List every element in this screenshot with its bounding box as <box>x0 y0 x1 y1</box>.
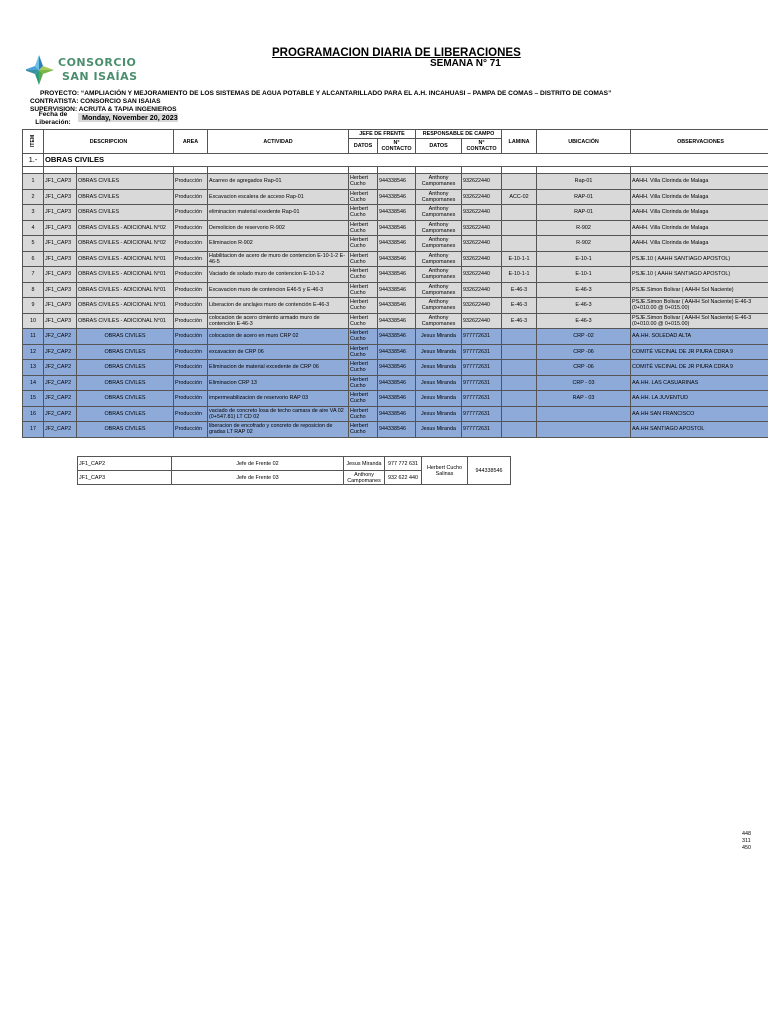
col-jefe-frente: JEFE DE FRENTE <box>349 130 416 139</box>
row-resp-tel: 932622440 <box>462 267 502 283</box>
row-observaciones: AA.HH. LA JUVENTUD <box>631 391 768 407</box>
row-code: JF2_CAP2 <box>44 375 77 391</box>
row-area: Producción <box>174 189 208 205</box>
row-activity: Habilitacion de acero de muro de contencion E-10-1-2 E-46-5 <box>208 251 349 267</box>
page-numbers <box>742 831 751 852</box>
row-activity: Vaciado de solado muro de contencion E-10-1-2 <box>208 267 349 283</box>
row-jefe: Herbert Cucho <box>349 344 378 360</box>
table-row <box>23 360 768 376</box>
logo-line-1: CONSORCIO <box>58 56 137 69</box>
row-item: 12 <box>23 344 44 360</box>
row-item: 3 <box>23 205 44 221</box>
row-lamina <box>502 220 537 236</box>
row-code: JF2_CAP2 <box>44 422 77 438</box>
table-row <box>23 189 768 205</box>
row-resp-tel: 932622440 <box>462 205 502 221</box>
row-responsable: Anthony Campomanes <box>416 298 462 314</box>
row-resp-tel: 977772631 <box>462 360 502 376</box>
col-lamina: LAMINA <box>502 130 537 154</box>
row-code: JF1_CAP3 <box>44 251 77 267</box>
row-jefe-tel: 944338546 <box>378 422 416 438</box>
row-jefe: Herbert Cucho <box>349 205 378 221</box>
summary-code-2: JF1_CAP3 <box>78 471 172 485</box>
row-item: 4 <box>23 220 44 236</box>
row-resp-tel: 932622440 <box>462 220 502 236</box>
row-jefe-tel: 944338546 <box>378 236 416 252</box>
row-responsable: Anthony Campomanes <box>416 267 462 283</box>
row-jefe-tel: 944338546 <box>378 406 416 422</box>
row-code: JF1_CAP3 <box>44 282 77 298</box>
table-row <box>23 406 768 422</box>
row-jefe: Herbert Cucho <box>349 267 378 283</box>
row-ubicacion: E-10-1 <box>537 267 631 283</box>
row-ubicacion: CRP -06 <box>537 344 631 360</box>
row-resp-tel: 977772631 <box>462 391 502 407</box>
row-area: Producción <box>174 391 208 407</box>
row-area: Producción <box>174 344 208 360</box>
row-observaciones: AA.HH SANTIAGO APOSTOL <box>631 422 768 438</box>
release-date-value: Monday, November 20, 2023 <box>78 113 178 122</box>
row-lamina <box>502 174 537 190</box>
row-item: 10 <box>23 313 44 329</box>
page-number: 448 <box>742 831 751 837</box>
row-area: Producción <box>174 174 208 190</box>
table-row <box>23 375 768 391</box>
table-row <box>23 329 768 345</box>
summary-code-1: JF1_CAP2 <box>78 457 172 471</box>
row-ubicacion: CRP -06 <box>537 360 631 376</box>
row-desc: OBRAS CIVILES <box>77 406 174 422</box>
releases-table <box>22 129 768 438</box>
row-jefe-tel: 944338546 <box>378 220 416 236</box>
summary-role-2: Jefe de Frente 03 <box>172 471 344 485</box>
row-resp-tel: 932622440 <box>462 251 502 267</box>
row-ubicacion: Rap-01 <box>537 174 631 190</box>
row-area: Producción <box>174 422 208 438</box>
row-activity: Liberacion de anclajes muro de contención E-46-3 <box>208 298 349 314</box>
page-number: 450 <box>742 845 751 851</box>
row-jefe: Herbert Cucho <box>349 391 378 407</box>
logo-line-2: SAN ISAÍAS <box>62 70 138 83</box>
row-jefe-tel: 944338546 <box>378 344 416 360</box>
row-item: 13 <box>23 360 44 376</box>
row-desc: OBRAS CIVILES <box>77 391 174 407</box>
row-desc: OBRAS CIVILES <box>77 205 174 221</box>
row-area: Producción <box>174 236 208 252</box>
row-jefe-tel: 944338546 <box>378 360 416 376</box>
row-code: JF1_CAP3 <box>44 174 77 190</box>
row-area: Producción <box>174 205 208 221</box>
row-observaciones: PSJE.Simon Bolivar ( AAHH Sol Naciente) <box>631 282 768 298</box>
row-jefe: Herbert Cucho <box>349 329 378 345</box>
row-ubicacion: CRP - 03 <box>537 375 631 391</box>
release-date-label: Fecha de Liberación: <box>35 111 71 126</box>
table-row <box>23 251 768 267</box>
row-observaciones: PSJE.10 ( AAHH SANTIAGO APOSTOL) <box>631 267 768 283</box>
row-jefe-tel: 944338546 <box>378 329 416 345</box>
row-jefe: Herbert Cucho <box>349 298 378 314</box>
row-item: 7 <box>23 267 44 283</box>
row-lamina: E-46-3 <box>502 282 537 298</box>
row-ubicacion: E-10-1 <box>537 251 631 267</box>
row-lamina <box>502 406 537 422</box>
row-item: 8 <box>23 282 44 298</box>
row-responsable: Anthony Campomanes <box>416 282 462 298</box>
table-row <box>23 422 768 438</box>
table-row <box>23 298 768 314</box>
row-jefe: Herbert Cucho <box>349 422 378 438</box>
row-lamina <box>502 344 537 360</box>
logo-text <box>58 56 138 84</box>
row-responsable: Anthony Campomanes <box>416 174 462 190</box>
row-code: JF1_CAP3 <box>44 189 77 205</box>
row-resp-tel: 932622440 <box>462 236 502 252</box>
col-ubicacion: UBICACIÓN <box>537 130 631 154</box>
row-jefe-tel: 944338546 <box>378 267 416 283</box>
row-lamina: E-46-3 <box>502 298 537 314</box>
row-jefe: Herbert Cucho <box>349 220 378 236</box>
row-area: Producción <box>174 267 208 283</box>
row-activity: Excavacion muro de contencion E46-5 y E-46-3 <box>208 282 349 298</box>
summary-supervisor-name: Herbert Cucho Salinas <box>422 457 468 485</box>
row-observaciones: AA.HH. LAS CASUARINAS <box>631 375 768 391</box>
row-item: 6 <box>23 251 44 267</box>
row-area: Producción <box>174 313 208 329</box>
project-line: PROYECTO: “AMPLIACIÓN Y MEJORAMIENTO DE LOS SISTEMAS DE AGUA POTABLE Y ALCANTARILLADO PARA EL A.H. INCAHUASI – PAMPA DE COMAS – DISTRITO DE COMAS” <box>40 90 612 97</box>
contractor-line: CONTRATISTA: CONSORCIO SAN ISAIAS <box>30 98 161 105</box>
row-ubicacion: R-902 <box>537 220 631 236</box>
row-jefe-tel: 944338546 <box>378 375 416 391</box>
row-item: 11 <box>23 329 44 345</box>
row-code: JF2_CAP2 <box>44 329 77 345</box>
row-code: JF1_CAP3 <box>44 220 77 236</box>
col-resp-datos: DATOS <box>416 139 462 154</box>
row-resp-tel: 977772631 <box>462 422 502 438</box>
col-jefe-contacto: N° CONTACTO <box>378 139 416 154</box>
row-observaciones: AAHH. Villa Clorinda de Malaga <box>631 236 768 252</box>
row-activity: Eliminacion R-902 <box>208 236 349 252</box>
summary-tel-2: 932 622 440 <box>385 471 422 485</box>
spacer-row <box>23 167 768 174</box>
row-activity: colocacion de acero en muro CRP 02 <box>208 329 349 345</box>
row-jefe-tel: 944338546 <box>378 298 416 314</box>
row-item: 14 <box>23 375 44 391</box>
row-jefe-tel: 944338546 <box>378 251 416 267</box>
row-observaciones: AAHH. Villa Clorinda de Malaga <box>631 220 768 236</box>
row-lamina <box>502 391 537 407</box>
table-row <box>23 313 768 329</box>
row-activity: excavacion de CRP 06 <box>208 344 349 360</box>
row-item: 9 <box>23 298 44 314</box>
row-responsable: Anthony Campomanes <box>416 205 462 221</box>
row-observaciones: AAHH. Villa Clorinda de Malaga <box>631 189 768 205</box>
page-number: 311 <box>742 838 751 844</box>
row-desc: OBRAS CIVILES <box>77 174 174 190</box>
section-number: 1.- <box>23 154 44 167</box>
table-row <box>23 344 768 360</box>
col-observaciones: OBSERVACIONES <box>631 130 768 154</box>
row-responsable: Anthony Campomanes <box>416 220 462 236</box>
week-number: SEMANA N° 71 <box>430 58 501 69</box>
row-activity: eliminacion material exedente Rap-01 <box>208 205 349 221</box>
section-title: OBRAS CIVILES <box>44 154 768 167</box>
row-lamina: E-10-1-1 <box>502 267 537 283</box>
row-observaciones: PSJE.Simon Bolivar ( AAHH Sol Naciente) E-46-3 (0+010.00 @ 0+015.00) <box>631 313 768 329</box>
row-area: Producción <box>174 329 208 345</box>
col-responsable: RESPONSABLE DE CAMPO <box>416 130 502 139</box>
row-resp-tel: 977772631 <box>462 406 502 422</box>
summary-tel-1: 977 772 631 <box>385 457 422 471</box>
row-area: Producción <box>174 282 208 298</box>
row-jefe-tel: 944338546 <box>378 313 416 329</box>
row-lamina <box>502 205 537 221</box>
row-activity: vaciado de concreto losa de techo camara de aire VA 02 (0+547.81) LT CD 02 <box>208 406 349 422</box>
row-responsable: Anthony Campomanes <box>416 313 462 329</box>
row-activity: Acarreo de agregados Rap-01 <box>208 174 349 190</box>
row-code: JF2_CAP2 <box>44 391 77 407</box>
row-code: JF2_CAP2 <box>44 344 77 360</box>
col-item: ITEM <box>23 130 44 154</box>
table-row <box>23 267 768 283</box>
row-code: JF1_CAP3 <box>44 205 77 221</box>
row-responsable: Anthony Campomanes <box>416 236 462 252</box>
page-title: PROGRAMACION DIARIA DE LIBERACIONES <box>272 47 521 59</box>
summary-name-1: Jesus Miranda <box>344 457 385 471</box>
row-observaciones: COMITÉ VECINAL DE JR PIURA CDRA 9 <box>631 360 768 376</box>
row-desc: OBRAS CIVILES - ADICIONAL N°01 <box>77 298 174 314</box>
table-row <box>23 220 768 236</box>
row-activity: Excavacion escalera de acceso Rap-01 <box>208 189 349 205</box>
row-jefe: Herbert Cucho <box>349 406 378 422</box>
row-activity: Demolicion de reservorio R-902 <box>208 220 349 236</box>
row-jefe-tel: 944338546 <box>378 391 416 407</box>
row-resp-tel: 932622440 <box>462 313 502 329</box>
row-resp-tel: 977772631 <box>462 344 502 360</box>
row-ubicacion: E-46-3 <box>537 313 631 329</box>
row-desc: OBRAS CIVILES <box>77 422 174 438</box>
row-observaciones: PSJE.Simon Bolivar ( AAHH Sol Naciente) E-46-3 (0+010.00 @ 0+015.00) <box>631 298 768 314</box>
row-ubicacion: E-46-3 <box>537 282 631 298</box>
row-resp-tel: 932622440 <box>462 282 502 298</box>
row-desc: OBRAS CIVILES - ADICIONAL N°02 <box>77 220 174 236</box>
row-ubicacion: CRP -02 <box>537 329 631 345</box>
row-area: Producción <box>174 360 208 376</box>
row-lamina <box>502 375 537 391</box>
table-row <box>23 282 768 298</box>
row-responsable: Anthony Campomanes <box>416 189 462 205</box>
row-activity: Eliminacion de material excedente de CRP 06 <box>208 360 349 376</box>
row-jefe: Herbert Cucho <box>349 313 378 329</box>
row-desc: OBRAS CIVILES <box>77 329 174 345</box>
row-jefe-tel: 944338546 <box>378 174 416 190</box>
row-ubicacion: R-902 <box>537 236 631 252</box>
row-jefe-tel: 944338546 <box>378 205 416 221</box>
col-actividad: ACTIVIDAD <box>208 130 349 154</box>
col-resp-contacto: N° CONTACTO <box>462 139 502 154</box>
row-area: Producción <box>174 406 208 422</box>
row-observaciones: PSJE.10 ( AAHH SANTIAGO APOSTOL) <box>631 251 768 267</box>
row-observaciones: AA.HH. SOLEDAD ALTA <box>631 329 768 345</box>
row-responsable: Jesus Miranda <box>416 344 462 360</box>
row-observaciones: AA.HH SAN FRANCISCO <box>631 406 768 422</box>
row-activity: colocacion de acero cimiento armado muro de contención E-46-3 <box>208 313 349 329</box>
row-ubicacion: RAP - 03 <box>537 391 631 407</box>
row-jefe: Herbert Cucho <box>349 174 378 190</box>
row-resp-tel: 932622440 <box>462 298 502 314</box>
row-desc: OBRAS CIVILES - ADICIONAL N°01 <box>77 282 174 298</box>
row-code: JF1_CAP3 <box>44 298 77 314</box>
col-area: AREA <box>174 130 208 154</box>
row-jefe: Herbert Cucho <box>349 375 378 391</box>
row-item: 5 <box>23 236 44 252</box>
row-lamina <box>502 236 537 252</box>
row-lamina: E-46-3 <box>502 313 537 329</box>
row-item: 2 <box>23 189 44 205</box>
row-area: Producción <box>174 298 208 314</box>
row-responsable: Jesus Miranda <box>416 406 462 422</box>
row-responsable: Jesus Miranda <box>416 422 462 438</box>
row-desc: OBRAS CIVILES - ADICIONAL N°01 <box>77 313 174 329</box>
row-lamina <box>502 360 537 376</box>
row-code: JF1_CAP3 <box>44 313 77 329</box>
row-jefe: Herbert Cucho <box>349 251 378 267</box>
row-area: Producción <box>174 375 208 391</box>
row-jefe: Herbert Cucho <box>349 360 378 376</box>
row-responsable: Jesus Miranda <box>416 329 462 345</box>
summary-supervisor-tel: 944338546 <box>468 457 511 485</box>
table-row <box>23 205 768 221</box>
row-activity: Eliminacion CRP 13 <box>208 375 349 391</box>
row-resp-tel: 977772631 <box>462 375 502 391</box>
row-item: 16 <box>23 406 44 422</box>
row-jefe: Herbert Cucho <box>349 282 378 298</box>
row-responsable: Jesus Miranda <box>416 360 462 376</box>
col-jefe-datos: DATOS <box>349 139 378 154</box>
row-jefe: Herbert Cucho <box>349 189 378 205</box>
row-desc: OBRAS CIVILES - ADICIONAL N°02 <box>77 236 174 252</box>
row-lamina <box>502 422 537 438</box>
row-lamina: ACC-02 <box>502 189 537 205</box>
row-jefe-tel: 944338546 <box>378 189 416 205</box>
summary-table <box>77 456 511 485</box>
row-observaciones: AAHH. Villa Clorinda de Malaga <box>631 205 768 221</box>
row-code: JF2_CAP2 <box>44 406 77 422</box>
row-ubicacion: E-46-3 <box>537 298 631 314</box>
row-responsable: Anthony Campomanes <box>416 251 462 267</box>
row-ubicacion: RAP-01 <box>537 205 631 221</box>
row-observaciones: COMITÉ VECINAL DE JR PIURA CDRA 9 <box>631 344 768 360</box>
row-code: JF1_CAP3 <box>44 236 77 252</box>
row-ubicacion: RAP-01 <box>537 189 631 205</box>
row-activity: impermeabilizacion de reservorio RAP 03 <box>208 391 349 407</box>
row-desc: OBRAS CIVILES - ADICIONAL N°01 <box>77 267 174 283</box>
row-code: JF2_CAP2 <box>44 360 77 376</box>
row-code: JF1_CAP3 <box>44 267 77 283</box>
row-resp-tel: 932622440 <box>462 189 502 205</box>
row-resp-tel: 977772631 <box>462 329 502 345</box>
row-resp-tel: 932622440 <box>462 174 502 190</box>
row-area: Producción <box>174 251 208 267</box>
row-observaciones: AAHH. Villa Clorinda de Malaga <box>631 174 768 190</box>
row-desc: OBRAS CIVILES <box>77 344 174 360</box>
col-descripcion: DESCRIPCION <box>44 130 174 154</box>
row-desc: OBRAS CIVILES - ADICIONAL N°01 <box>77 251 174 267</box>
row-desc: OBRAS CIVILES <box>77 360 174 376</box>
row-ubicacion <box>537 406 631 422</box>
table-row <box>23 391 768 407</box>
row-item: 1 <box>23 174 44 190</box>
row-responsable: Jesus Miranda <box>416 375 462 391</box>
row-item: 17 <box>23 422 44 438</box>
row-lamina <box>502 329 537 345</box>
row-jefe-tel: 944338546 <box>378 282 416 298</box>
row-desc: OBRAS CIVILES <box>77 375 174 391</box>
table-row <box>23 236 768 252</box>
row-item: 15 <box>23 391 44 407</box>
row-responsable: Jesus Miranda <box>416 391 462 407</box>
row-lamina: E-10-1-1 <box>502 251 537 267</box>
row-jefe: Herbert Cucho <box>349 236 378 252</box>
row-ubicacion <box>537 422 631 438</box>
row-activity: liberacion de encofrado y concreto de reposicion de gradas LT RAP 02 <box>208 422 349 438</box>
supervision-line: SUPERVISION: ACRUTA & TAPIA INGENIEROS <box>30 106 177 113</box>
summary-role-1: Jefe de Frente 02 <box>172 457 344 471</box>
table-row <box>23 174 768 190</box>
summary-name-2: Anthony Campomanes <box>344 471 385 485</box>
row-desc: OBRAS CIVILES <box>77 189 174 205</box>
row-area: Producción <box>174 220 208 236</box>
